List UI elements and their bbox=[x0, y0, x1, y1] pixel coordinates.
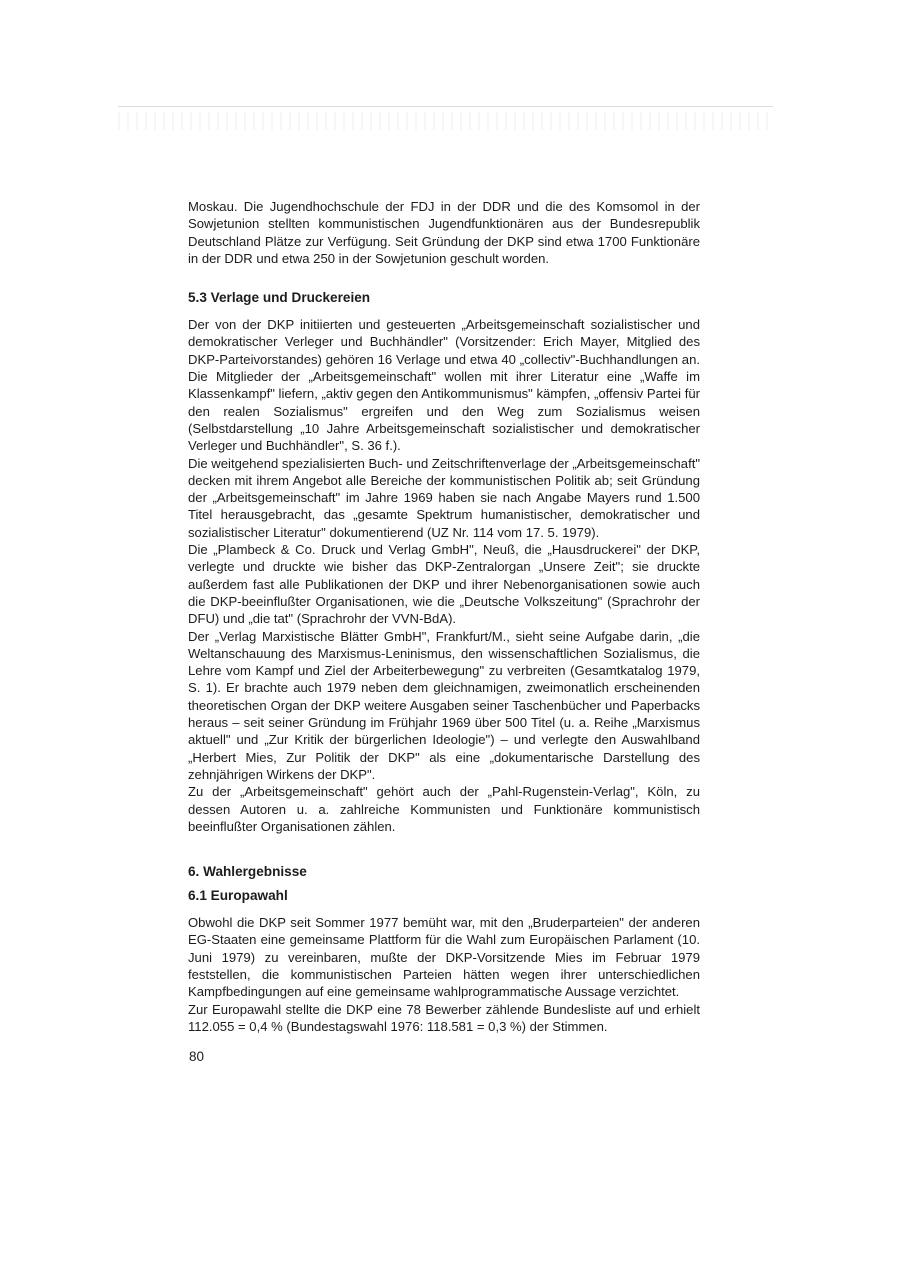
paragraph-5-3-1: Der von der DKP initiierten und gesteuerten „Arbeitsgemeinschaft sozialistischer und demokratischer Verleger und Buchhändler" (Vorsitzender: Erich Mayer, Mitglied des DKP-Parteivorstandes) gehören 16 Verlage und etwa 40 „collectiv"-Buchhandlungen an. Die Mitglieder der „Arbeitsgemeinschaft" wollen mit ihrer Literatur eine „Waffe im Klassenkampf" liefern, „aktiv gegen den Antikommunismus" kämpfen, „offensiv Partei für den realen Sozialismus" ergreifen und den Weg zum Sozialismus weisen (Selbstdarstellung „10 Jahre Arbeitsgemeinschaft sozialistischer und demokratischer Verleger und Buchhändler", S. 36 f.). bbox=[188, 317, 700, 454]
scan-artifact-noise bbox=[118, 112, 773, 130]
paragraph-5-3-3: Die „Plambeck & Co. Druck und Verlag GmbH", Neuß, die „Hausdruckerei" der DKP, verlegte und druckte wie bisher das DKP-Zentralorgan „Unsere Zeit"; sie druckte außerdem fast alle Publikationen der DKP und ihrer Nebenorganisationen sowie auch die DKP-beeinflußter Organisationen, wie die „Deutsche Volkszeitung" (Sprachrohr der DFU) und „die tat" (Sprachrohr der VVN-BdA). bbox=[188, 542, 700, 627]
intro-paragraph: Moskau. Die Jugendhochschule der FDJ in der DDR und die des Komsomol in der Sowjetunion stellten kommunistischen Jugendfunktionären aus der Bundesrepublik Deutschland Plätze zur Verfügung. Seit Gründung der DKP sind etwa 1700 Funktionäre in der DDR und etwa 250 in der Sowjetunion geschult worden. bbox=[188, 199, 700, 266]
heading-6-1: 6.1 Europawahl bbox=[188, 888, 288, 904]
page-number: 80 bbox=[189, 1049, 205, 1064]
heading-6: 6. Wahlergebnisse bbox=[188, 864, 307, 880]
text-column bbox=[188, 198, 700, 1035]
paragraph-5-3-5: Zu der „Arbeitsgemeinschaft" gehört auch der „Pahl-Rugenstein-Verlag", Köln, zu dessen Autoren u. a. zahlreiche Kommunisten und Funktionäre kommunistisch beeinflußter Organisationen zählen. bbox=[188, 784, 700, 834]
paragraph-5-3-2: Die weitgehend spezialisierten Buch- und Zeitschriftenverlage der „Arbeitsgemeinschaft" decken mit ihrem Angebot alle Bereiche der kommunistischen Politik ab; seit Gründung der „Arbeitsgemeinschaft" im Jahre 1969 haben sie nach Angabe Mayers rund 1.500 Titel herausgebracht, das „gesamte Spektrum humanistischer, demokratischer und sozialistischer Literatur" dokumentierend (UZ Nr. 114 vom 17. 5. 1979). bbox=[188, 455, 700, 540]
paragraph-5-3-4: Der „Verlag Marxistische Blätter GmbH", Frankfurt/M., sieht seine Aufgabe darin, „die Weltanschauung des Marxismus-Leninismus, den wissenschaftlichen Sozialismus, die Lehre vom Kampf und Ziel der Arbeiterbewegung" zu verbreiten (Gesamtkatalog 1979, S. 1). Er brachte auch 1979 neben dem gleichnamigen, zweimonatlich erscheinenden theoretischen Organ der DKP weitere Ausgaben seiner Taschenbücher und Paperbacks heraus – seit seiner Gründung im Frühjahr 1969 über 500 Titel (u. a. Reihe „Marxismus aktuell" und „Zur Kritik der bürgerlichen Ideologie") – und verlegte den Auswahlband „Herbert Mies, Zur Politik der DKP" als eine „dokumentarische Darstellung des zehnjährigen Wirkens der DKP". bbox=[188, 628, 700, 782]
paragraph-6-1-2: Zur Europawahl stellte die DKP eine 78 Bewerber zählende Bundesliste auf und erhielt 112.055 = 0,4 % (Bundestagswahl 1976: 118.581 = 0,3 %) der Stimmen. bbox=[188, 1001, 700, 1034]
paragraph-6-1-1: Obwohl die DKP seit Sommer 1977 bemüht war, mit den „Bruderparteien" der anderen EG-Staaten eine gemeinsame Plattform für die Wahl zum Europäischen Parlament (10. Juni 1979) zu vereinbaren, mußte der DKP-Vorsitzende Mies im Februar 1979 feststellen, die kommunistischen Parteien hätten wegen ihrer unterschiedlichen Kampfbedingungen auf eine gemeinsame wahlprogrammatische Aussage verzichtet. bbox=[188, 915, 700, 1000]
scan-artifact-line bbox=[118, 106, 773, 107]
heading-5-3: 5.3 Verlage und Druckereien bbox=[188, 290, 371, 306]
